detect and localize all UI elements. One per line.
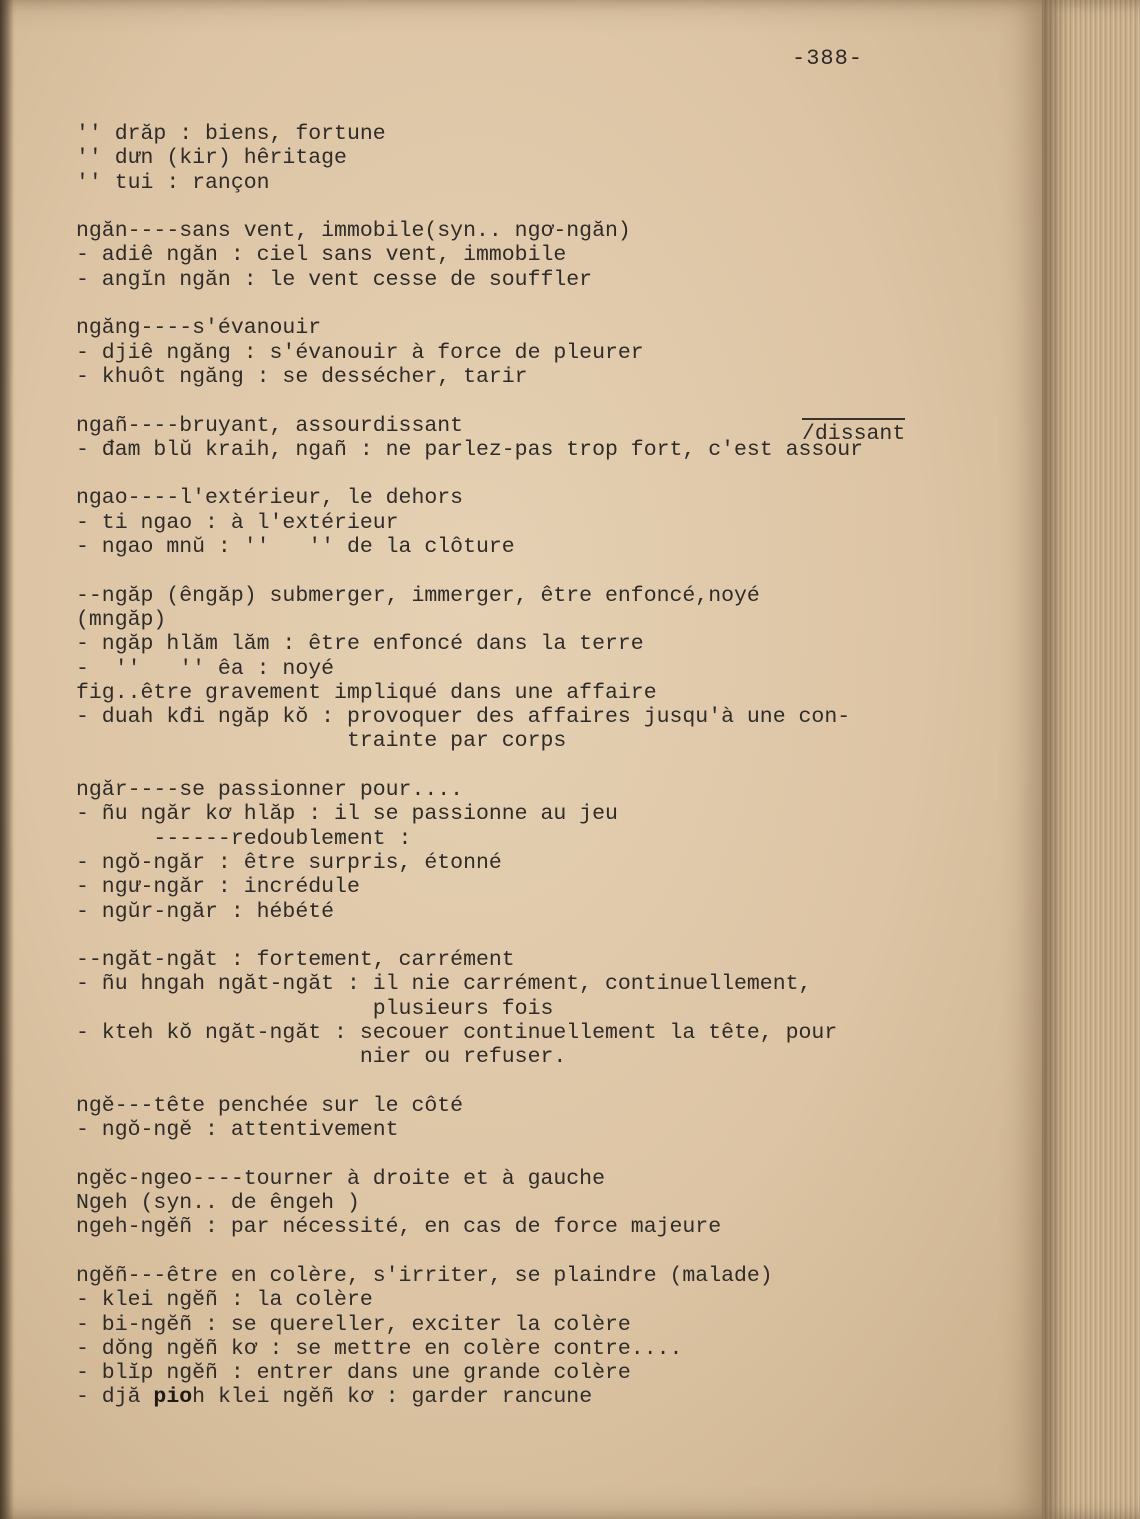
entry-line: - ngao mnŭ : '' '' de la clôture bbox=[76, 535, 515, 560]
entry-line: '' tui : rançon bbox=[76, 170, 270, 195]
entry-line: Ngeh (syn.. de êngeh ) bbox=[76, 1191, 360, 1216]
entry-line: fig..être gravement impliqué dans une affaire bbox=[76, 680, 657, 705]
entry-line: - ngŏ-ngăr : être surpris, étonné bbox=[76, 850, 502, 875]
entry-line: --ngăp (êngăp) submerger, immerger, être enfoncé,noyé bbox=[76, 583, 760, 608]
dictionary-entry bbox=[76, 778, 976, 924]
entry-line: '' drăp : biens, fortune bbox=[76, 122, 386, 146]
entry-line: ngeh-ngĕñ : par nécessité, en cas de force majeure bbox=[76, 1215, 722, 1240]
entry-line: --ngăt-ngăt : fortement, carrément bbox=[76, 948, 515, 973]
entry-line: - blĭp ngĕñ : entrer dans une grande colère bbox=[76, 1361, 631, 1386]
entry-line: - ñu hngah ngăt-ngăt : il nie carrément, continuellement, bbox=[76, 972, 812, 997]
entry-gap bbox=[76, 1070, 976, 1094]
margin-note: /dissant bbox=[802, 418, 905, 446]
entry-line: - ngư-ngăr : incrédule bbox=[76, 875, 360, 900]
entry-gap bbox=[76, 292, 976, 316]
page-edges bbox=[1042, 0, 1140, 1519]
dictionary-entries bbox=[76, 122, 976, 1385]
entry-line: trainte par corps bbox=[76, 729, 567, 754]
entry-gap bbox=[76, 195, 976, 219]
entry-line: ngĕ---tête penchée sur le côté bbox=[76, 1093, 464, 1118]
final-line-start: - djă bbox=[76, 1385, 154, 1410]
dictionary-entry bbox=[76, 1167, 976, 1240]
entry-line: ngăng----s'évanouir bbox=[76, 316, 322, 341]
entry-line: (mngăp) bbox=[76, 607, 167, 632]
entry-line: - ngŭr-ngăr : hébété bbox=[76, 899, 335, 924]
entry-line: ngañ----bruyant, assourdissant bbox=[76, 413, 464, 438]
entry-line: - ñu ngăr kơ hlăp : il se passionne au jeu bbox=[76, 802, 618, 827]
page-number: -388- bbox=[792, 46, 864, 71]
entry-gap bbox=[76, 389, 976, 413]
dictionary-text bbox=[76, 122, 976, 1410]
entry-line: ngĕc-ngeo----tourner à droite et à gauche bbox=[76, 1166, 605, 1191]
dictionary-entry bbox=[76, 316, 976, 389]
entry-gap bbox=[76, 1142, 976, 1166]
entry-line: ------redoublement : bbox=[76, 826, 412, 851]
entry-line: ngăn----sans vent, immobile(syn.. ngơ-ngăn) bbox=[76, 219, 631, 244]
final-line bbox=[76, 1385, 976, 1409]
dictionary-entry bbox=[76, 219, 976, 292]
entry-line: - ngŏ-ngĕ : attentivement bbox=[76, 1118, 399, 1143]
entry-gap bbox=[76, 754, 976, 778]
entry-gap bbox=[76, 559, 976, 583]
entry-line: - angĭn ngăn : le vent cesse de souffler bbox=[76, 267, 593, 292]
entry-line: - djiê ngăng : s'évanouir à force de pleurer bbox=[76, 340, 644, 365]
dictionary-entry bbox=[76, 122, 976, 195]
entry-line: - khuôt ngăng : se dessécher, tarir bbox=[76, 364, 528, 389]
entry-line: - đam blŭ kraih, ngañ : ne parlez-pas trop fort, c'est assour bbox=[76, 437, 864, 462]
dictionary-entry bbox=[76, 948, 976, 1069]
entry-gap bbox=[76, 924, 976, 948]
entry-line: '' dưn (kir) hêritage bbox=[76, 146, 347, 171]
entry-line: - ngăp hlăm lăm : être enfoncé dans la terre bbox=[76, 632, 644, 657]
entry-line: - kteh kŏ ngăt-ngăt : secouer continuellement la tête, pour bbox=[76, 1020, 838, 1045]
entry-line: ngăr----se passionner pour.... bbox=[76, 778, 464, 803]
entry-line: - dŏng ngĕñ kơ : se mettre en colère contre.... bbox=[76, 1336, 683, 1361]
dictionary-entry bbox=[76, 1264, 976, 1385]
dictionary-entry bbox=[76, 486, 976, 559]
entry-line: - bi-ngĕñ : se quereller, exciter la colère bbox=[76, 1312, 631, 1337]
dictionary-entry bbox=[76, 584, 976, 754]
final-line-end: h klei ngĕñ kơ : garder rancune bbox=[192, 1385, 593, 1410]
final-line-bold: pio bbox=[153, 1385, 193, 1410]
book-binding bbox=[0, 0, 14, 1519]
entry-gap bbox=[76, 462, 976, 486]
entry-line: nier ou refuser. bbox=[76, 1045, 567, 1070]
entry-line: ngao----l'extérieur, le dehors bbox=[76, 486, 464, 511]
entry-line: - duah kđi ngăp kŏ : provoquer des affaires jusqu'à une con- bbox=[76, 705, 851, 730]
entry-gap bbox=[76, 1240, 976, 1264]
entry-line: - adiê ngăn : ciel sans vent, immobile bbox=[76, 243, 567, 268]
entry-line: - klei ngĕñ : la colère bbox=[76, 1288, 373, 1313]
entry-line: - ti ngao : à l'extérieur bbox=[76, 510, 399, 535]
entry-line: ngĕñ---être en colère, s'irriter, se plaindre (malade) bbox=[76, 1263, 773, 1288]
entry-line: plusieurs fois bbox=[76, 996, 554, 1021]
dictionary-entry bbox=[76, 1094, 976, 1143]
entry-line: - '' '' êa : noyé bbox=[76, 656, 335, 681]
